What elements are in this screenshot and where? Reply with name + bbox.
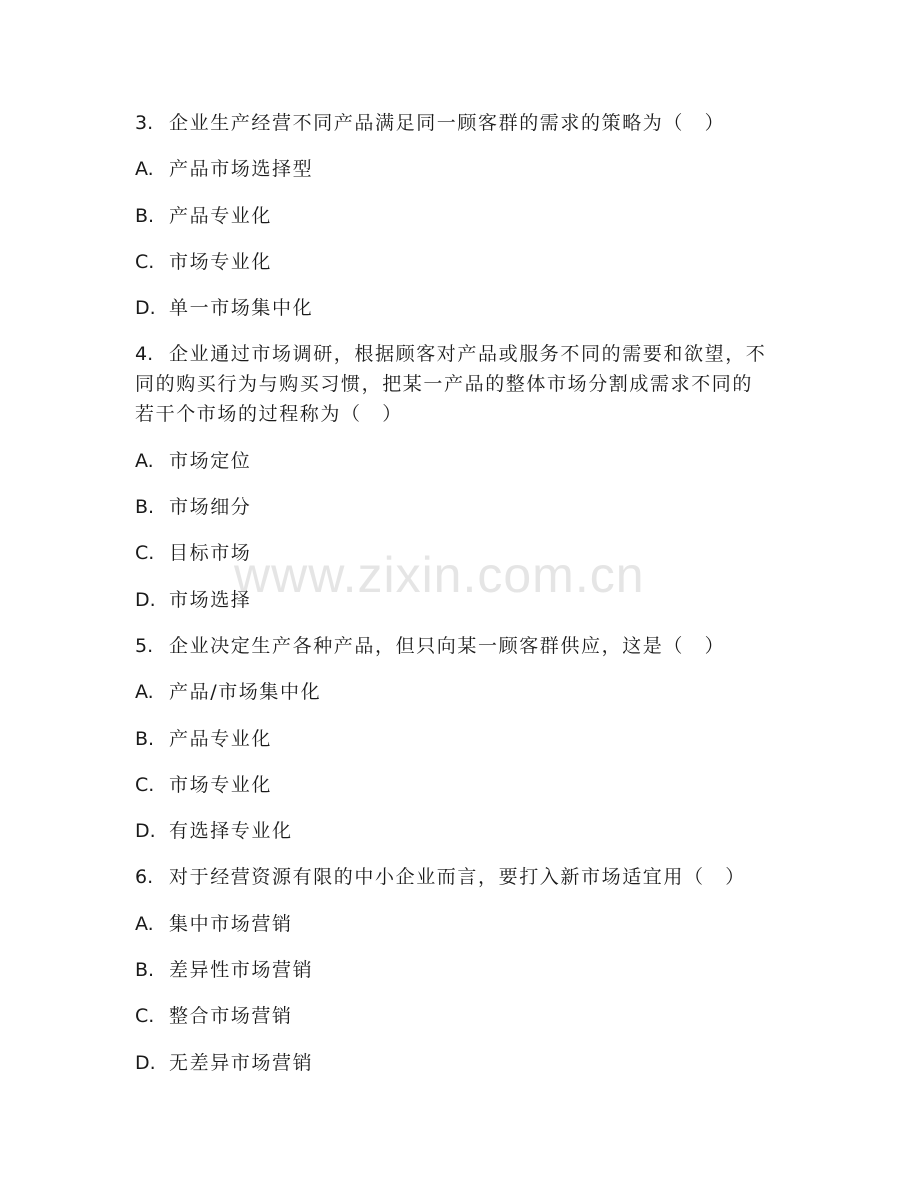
option-label: A. [135, 681, 154, 704]
option-label: C. [135, 773, 155, 796]
option-6c [135, 1001, 775, 1031]
option-3d [135, 293, 775, 323]
option-text: 整合市场营销 [169, 1005, 293, 1028]
option-label: B. [135, 204, 155, 227]
watermark: www.zixin.com.cn [234, 547, 645, 603]
question-text-line: 同的购买行为与购买习惯，把某一产品的整体市场分割成需求不同的 [135, 373, 754, 396]
option-label: A. [135, 912, 154, 935]
option-4b [135, 492, 775, 522]
question-text-line: 若干个市场的过程称为（ ） [135, 403, 403, 426]
option-text: 产品专业化 [169, 727, 273, 750]
option-3c [135, 247, 775, 277]
question-4 [135, 339, 775, 429]
option-5c [135, 770, 775, 800]
option-label: A. [135, 449, 154, 472]
option-text: 有选择专业化 [169, 820, 293, 843]
option-label: B. [135, 727, 155, 750]
option-text: 市场专业化 [169, 773, 273, 796]
question-number: 6. [135, 866, 154, 889]
option-label: C. [135, 250, 155, 273]
option-text: 产品专业化 [169, 204, 273, 227]
option-5d [135, 816, 775, 846]
option-text: 集中市场营销 [169, 912, 293, 935]
question-number: 4. [135, 343, 154, 366]
option-label: C. [135, 542, 155, 565]
option-3b [135, 201, 775, 231]
option-4c [135, 538, 775, 568]
question-text: 企业通过市场调研，根据顾客对产品或服务不同的需要和欲望，不 [169, 343, 767, 366]
question-list [135, 108, 775, 1094]
option-text: 单一市场集中化 [169, 297, 314, 320]
option-6a [135, 909, 775, 939]
option-5a [135, 677, 775, 707]
option-text: 市场选择 [169, 588, 252, 611]
option-text: 无差异市场营销 [169, 1051, 314, 1074]
question-text: 企业决定生产各种产品，但只向某一顾客群供应，这是（ ） [169, 634, 726, 657]
option-6d [135, 1048, 775, 1078]
option-4d [135, 585, 775, 615]
option-6b [135, 955, 775, 985]
option-label: A. [135, 158, 154, 181]
question-5 [135, 631, 775, 661]
option-4a [135, 446, 775, 476]
question-6 [135, 862, 775, 892]
option-text: 产品市场选择型 [169, 158, 314, 181]
option-label: B. [135, 959, 155, 982]
option-label: D. [135, 820, 156, 843]
option-label: D. [135, 297, 156, 320]
option-text: 差异性市场营销 [169, 959, 314, 982]
option-text: 产品/市场集中化 [169, 681, 322, 704]
question-text: 对于经营资源有限的中小企业而言，要打入新市场适宜用（ ） [169, 866, 746, 889]
option-3a [135, 154, 775, 184]
question-text-line [135, 339, 775, 369]
question-text: 企业生产经营不同产品满足同一顾客群的需求的策略为（ ） [169, 112, 726, 134]
question-number: 3. [135, 112, 154, 134]
option-label: B. [135, 496, 155, 519]
option-text: 目标市场 [169, 542, 252, 565]
question-3 [135, 108, 775, 138]
option-label: D. [135, 588, 156, 611]
option-text: 市场专业化 [169, 250, 273, 273]
question-number: 5. [135, 634, 154, 657]
option-5b [135, 724, 775, 754]
option-label: C. [135, 1005, 155, 1028]
option-text: 市场细分 [169, 496, 252, 519]
option-text: 市场定位 [169, 449, 252, 472]
option-label: D. [135, 1051, 156, 1074]
